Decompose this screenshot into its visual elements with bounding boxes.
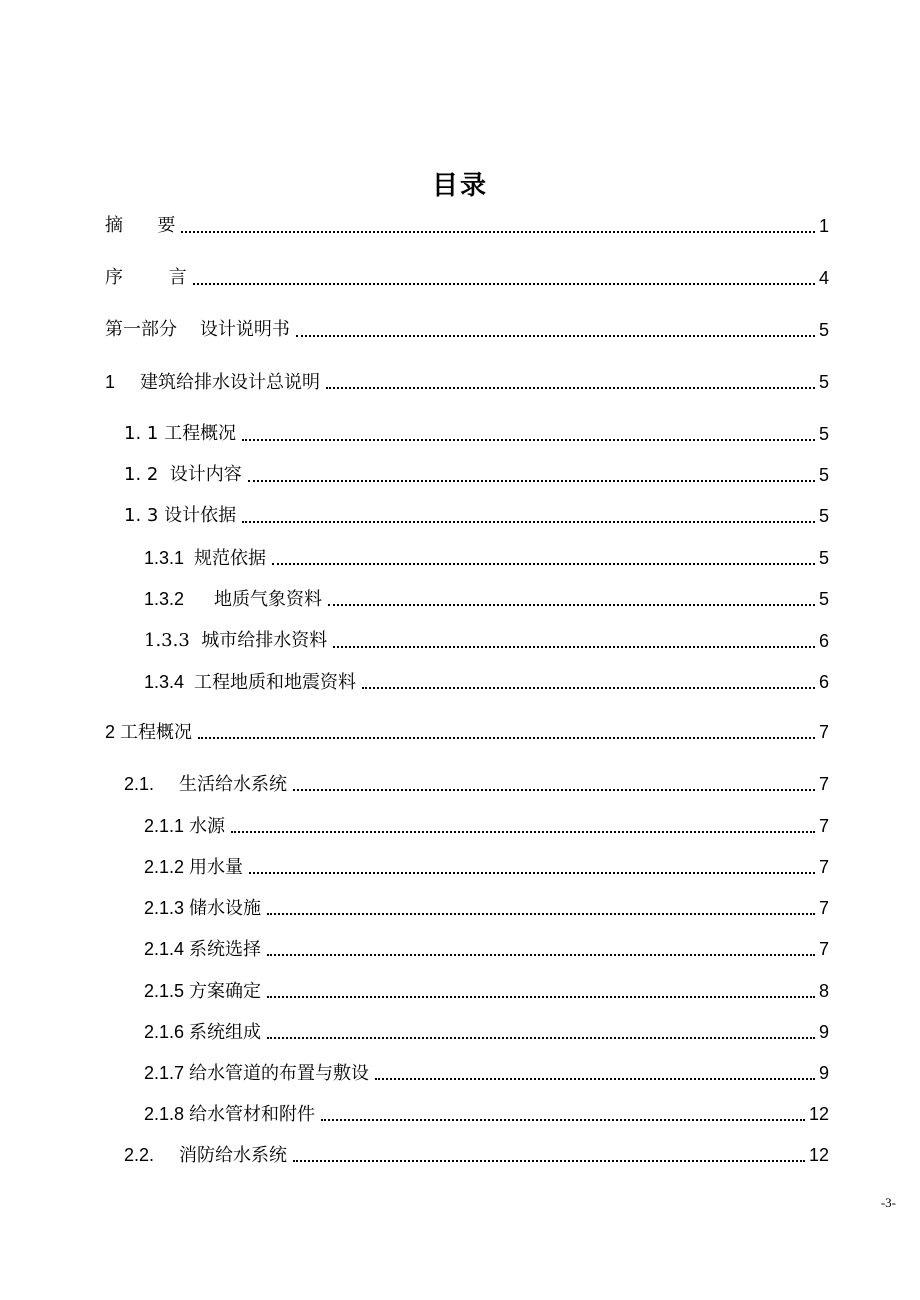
toc-entry[interactable]	[144, 627, 829, 655]
dot-leader	[181, 231, 815, 233]
toc-entry[interactable]	[144, 585, 829, 613]
dot-leader	[328, 604, 815, 606]
dot-leader	[293, 1160, 805, 1162]
toc-entry-label: 1.3.4 工程地质和地震资料	[144, 672, 357, 692]
toc-entry-label: 2.1.7 给水管道的布置与敷设	[144, 1063, 370, 1083]
dot-leader	[326, 387, 815, 389]
toc-entry-label: 第一部分 设计说明书	[105, 319, 290, 340]
toc-entry[interactable]	[105, 264, 829, 292]
toc-entry-page: 7	[818, 939, 829, 959]
toc-entry-page: 12	[808, 1145, 829, 1165]
toc-entry-page: 5	[818, 506, 829, 526]
toc-entry[interactable]	[144, 935, 829, 963]
toc-entry[interactable]	[124, 770, 829, 798]
page-number: -3-	[880, 1195, 896, 1210]
toc-title: 目录	[431, 171, 488, 201]
toc-entry-page: 12	[808, 1104, 829, 1124]
dot-leader	[248, 480, 815, 482]
toc-entry-label: 2.1.2 用水量	[144, 857, 244, 877]
dot-leader	[267, 996, 815, 998]
toc-entry-label: 1. 1 工程概况	[124, 423, 237, 444]
toc-entry-label: 1.3.1 规范依据	[144, 548, 267, 568]
dot-leader	[362, 687, 815, 689]
toc-entry-label: 1.3.3 城市给排水资料	[144, 630, 328, 651]
toc-entry-page: 7	[818, 857, 829, 877]
toc-entry-page: 8	[818, 981, 829, 1001]
toc-entry[interactable]	[105, 368, 829, 396]
toc-entry-page: 5	[818, 465, 829, 485]
toc-entry-label: 2.1.8 给水管材和附件	[144, 1104, 316, 1124]
toc-entry-page: 5	[818, 320, 829, 340]
toc-entry-page: 5	[818, 589, 829, 609]
toc-entry[interactable]	[124, 1141, 829, 1169]
dot-leader	[198, 737, 815, 739]
toc-entry-label: 2.1.3 储水设施	[144, 898, 262, 918]
toc-entry-page: 7	[818, 722, 829, 742]
toc-entry[interactable]	[144, 544, 829, 572]
dot-leader	[242, 521, 815, 523]
toc-entry-page: 1	[818, 216, 829, 236]
toc-entry[interactable]	[144, 894, 829, 922]
toc-entry-page: 7	[818, 898, 829, 918]
toc-entry[interactable]	[144, 812, 829, 840]
toc-entry-page: 7	[818, 774, 829, 794]
toc-entry-label: 1 建筑给排水设计总说明	[105, 372, 321, 392]
dot-leader	[231, 831, 815, 833]
toc-entry-label: 摘 要	[105, 215, 176, 236]
toc-entry[interactable]	[144, 668, 829, 696]
toc-entry[interactable]	[105, 316, 829, 344]
toc-entry[interactable]	[144, 853, 829, 881]
toc-entry-page: 7	[818, 816, 829, 836]
toc-entry-label: 2.1.6 系统组成	[144, 1022, 262, 1042]
dot-leader	[267, 913, 815, 915]
toc-entry[interactable]	[124, 420, 829, 448]
toc-entry-page: 5	[818, 424, 829, 444]
toc-entry-label: 1. 2 设计内容	[124, 464, 242, 485]
dot-leader	[242, 439, 815, 441]
toc-entry-label: 2.1.4 系统选择	[144, 939, 262, 959]
toc-entry[interactable]	[105, 718, 829, 746]
dot-leader	[267, 954, 815, 956]
dot-leader	[293, 789, 815, 791]
dot-leader	[249, 872, 815, 874]
dot-leader	[272, 563, 815, 565]
toc-entry-label: 2.2. 消防给水系统	[124, 1145, 288, 1165]
toc-entry[interactable]	[105, 212, 829, 240]
toc-entry-page: 9	[818, 1022, 829, 1042]
toc-entry-page: 6	[818, 672, 829, 692]
toc-entry[interactable]	[144, 1100, 829, 1128]
toc-entry-page: 6	[818, 631, 829, 651]
toc-entry-label: 1. 3 设计依据	[124, 505, 237, 526]
toc-entry-label: 序 言	[105, 267, 187, 288]
toc-entry-label: 2.1.1 水源	[144, 816, 226, 836]
toc-entry[interactable]	[144, 977, 829, 1005]
dot-leader	[267, 1037, 815, 1039]
dot-leader	[321, 1119, 805, 1121]
toc-entry[interactable]	[124, 461, 829, 489]
dot-leader	[296, 335, 815, 337]
toc-entry-label: 1.3.2 地质气象资料	[144, 589, 323, 609]
toc-entry-page: 4	[818, 268, 829, 288]
dot-leader	[193, 283, 815, 285]
toc-entry-label: 2.1. 生活给水系统	[124, 774, 288, 794]
toc-entry-label: 2 工程概况	[105, 722, 193, 742]
toc-entry[interactable]	[144, 1018, 829, 1046]
dot-leader	[375, 1078, 815, 1080]
toc-entry[interactable]	[144, 1059, 829, 1087]
toc-entry-page: 5	[818, 372, 829, 392]
toc-entry-page: 9	[818, 1063, 829, 1083]
toc-entry-page: 5	[818, 548, 829, 568]
toc-entry-label: 2.1.5 方案确定	[144, 981, 262, 1001]
toc-entry[interactable]	[124, 502, 829, 530]
dot-leader	[333, 646, 815, 648]
